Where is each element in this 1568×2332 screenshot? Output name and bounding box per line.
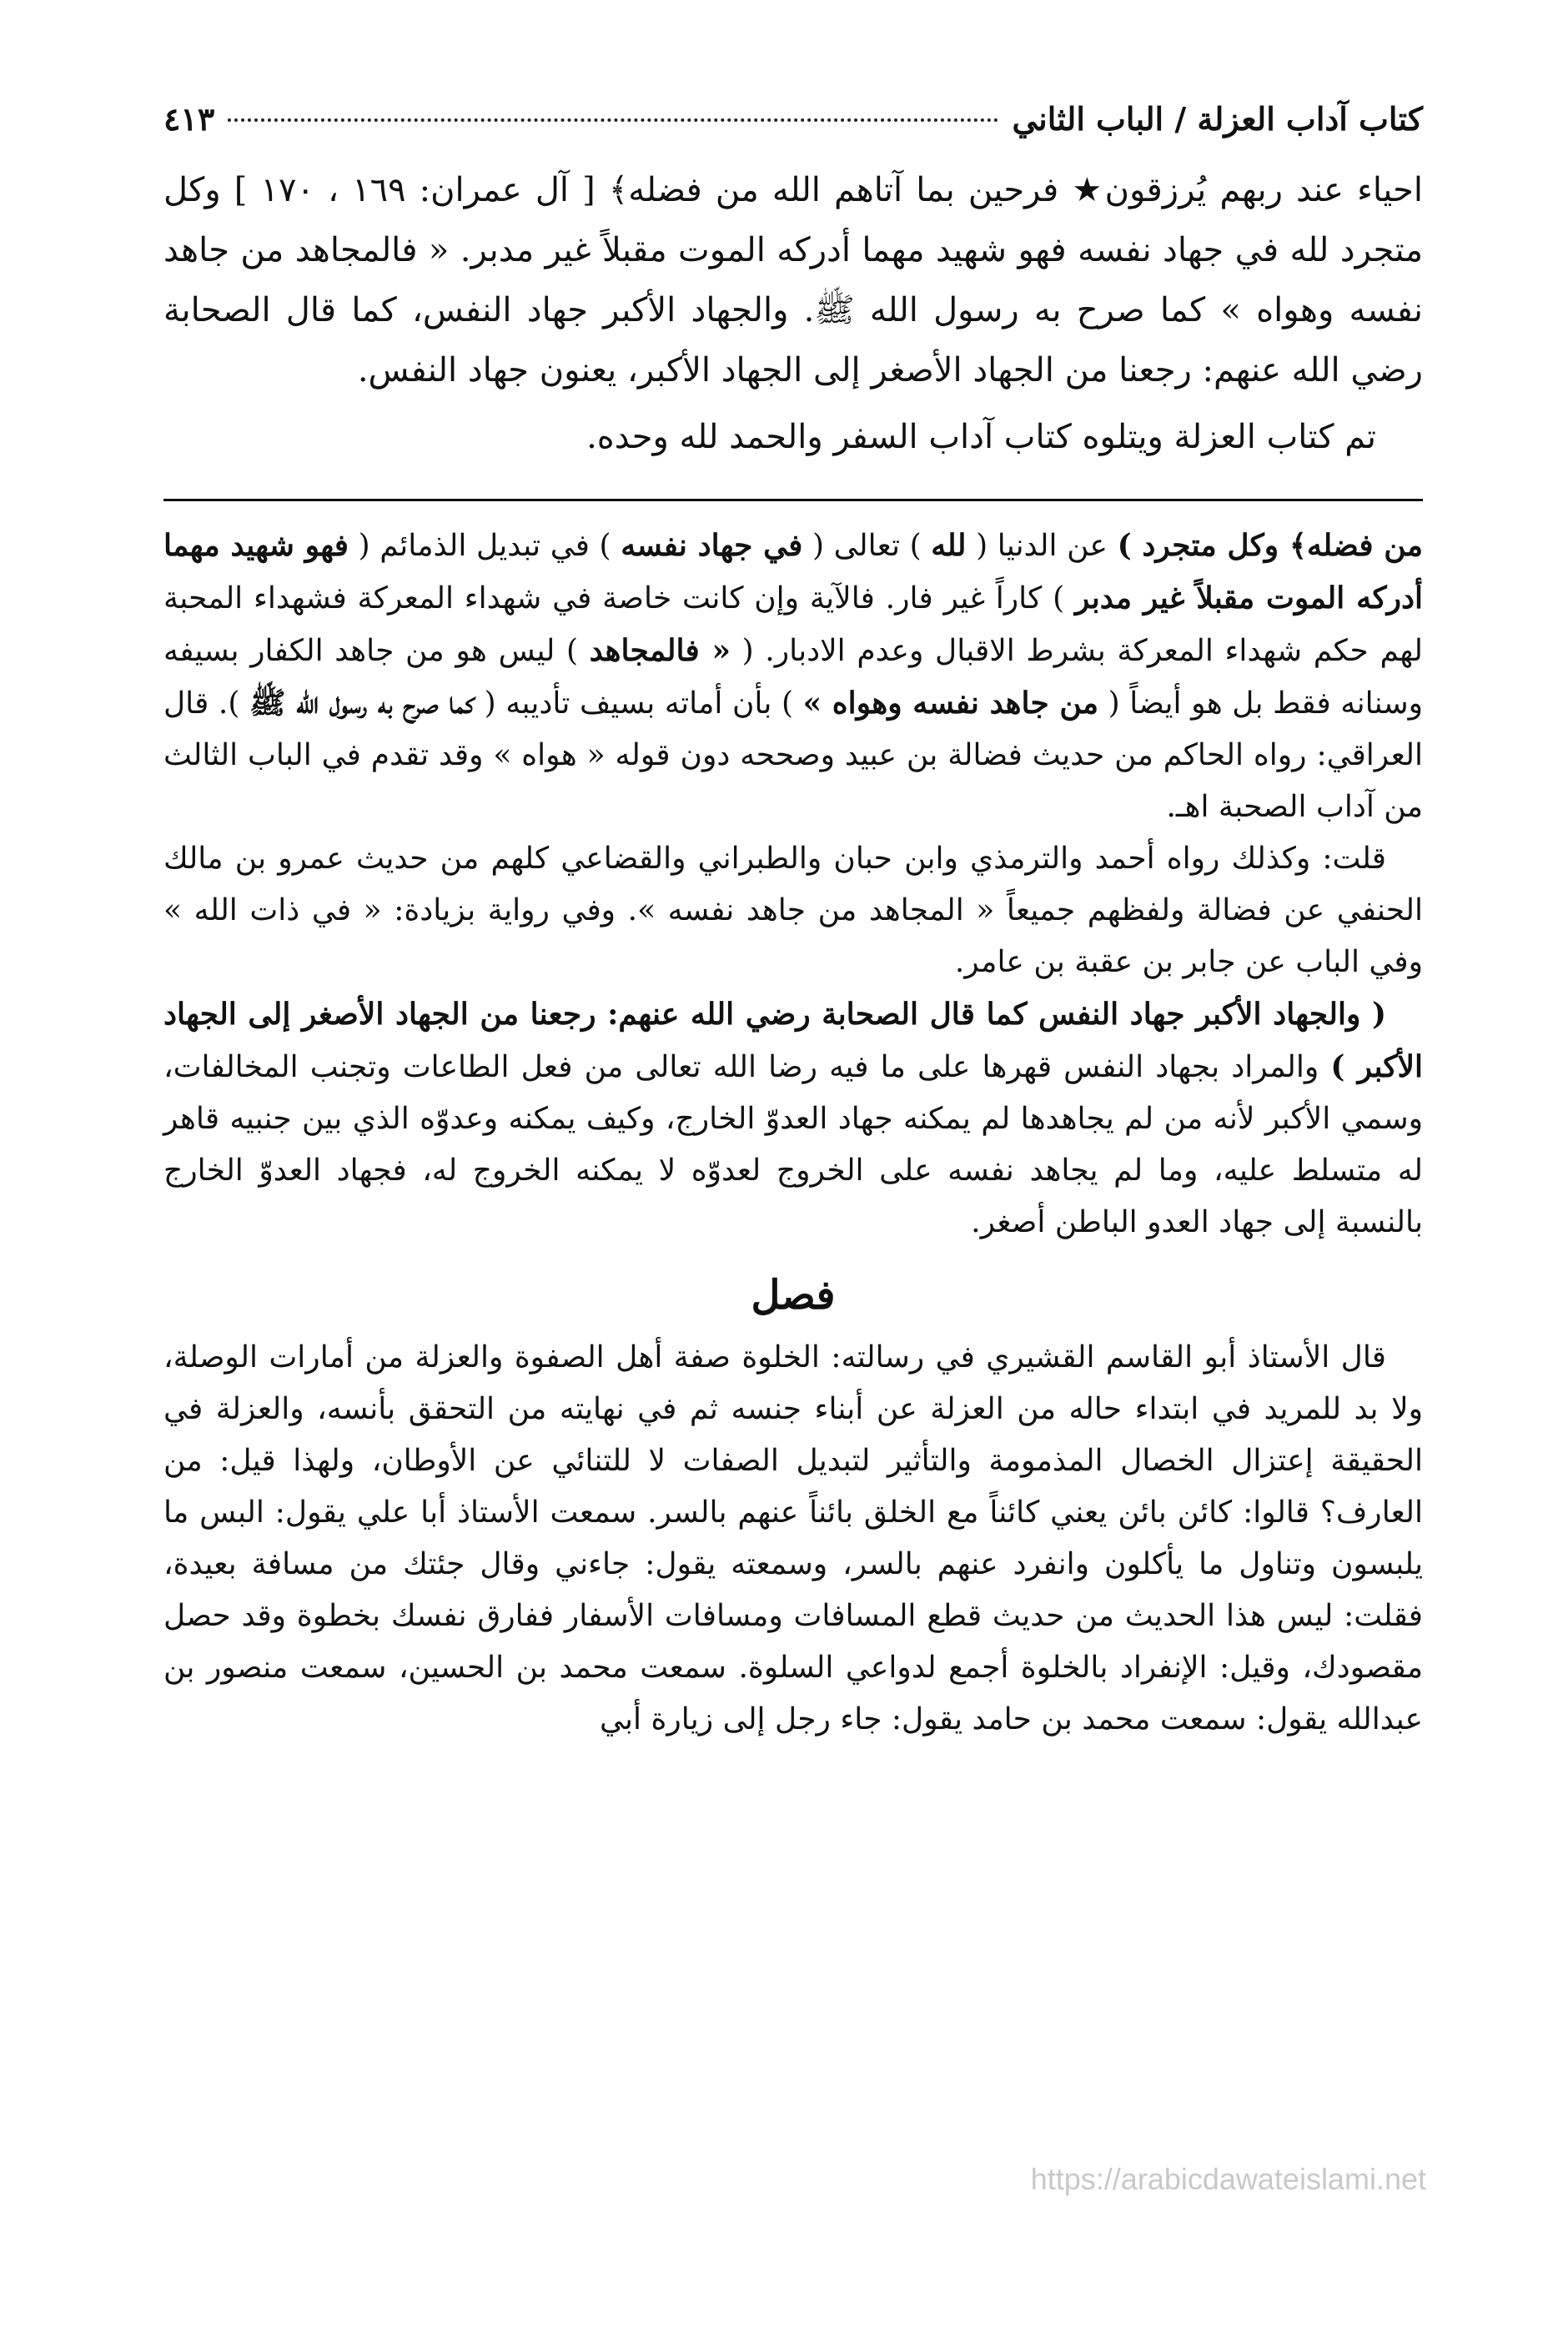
running-header bbox=[163, 100, 1423, 160]
main-text bbox=[163, 160, 1423, 467]
commentary-paragraph bbox=[163, 988, 1423, 1249]
commentary bbox=[163, 520, 1423, 1249]
commentary-gloss: ) كاراً غير فار. فالآية وإن كانت خاصة في شهداء المعركة فشهداء المحبة لهم حكم شهداء المعركة بشرط الاقبال وعدم الادبار. ( bbox=[163, 581, 1423, 668]
book-page bbox=[163, 100, 1423, 1746]
commentary-gloss: عن الدنيا ( bbox=[966, 529, 1118, 563]
chapter-closing-line: تم كتاب العزلة ويتلوه كتاب آداب السفر والحمد لله وحده. bbox=[586, 418, 1376, 456]
footnote-divider bbox=[163, 499, 1423, 501]
commentary-quote: ( والجهاد الأكبر جهاد النفس كما قال الصحابة رضي الله عنهم: رجعنا من الجهاد الأصغر إلى الجهاد الأكبر ) bbox=[163, 997, 1423, 1084]
section-paragraph: قال الأستاذ أبو القاسم القشيري في رسالته: الخلوة صفة أهل الصفوة والعزلة من أمارات الوصلة، ولا بد للمريد في ابتداء حاله من العزلة عن أبناء جنسه ثم في نهايته من التحقق بأنسه، والعزلة في الحقيقة إعتزال الخصال المذمومة والتأثير لتبديل الصفات لا للتنائي عن الأوطان، ولهذا قيل: من العارف؟ قالوا: كائن بائن يعني كائناً مع الخلق بائناً عنهم بالسر. سمعت الأستاذ أبا علي يقول: البس ما يلبسون وتناول ما يأكلون وانفرد عنهم بالسر، وسمعته يقول: جاءني وقال جئتك من مسافة بعيدة، فقلت: ليس هذا الحديث من حديث قطع المسافات ومسافات الأسفار ففارق نفسك بخطوة وقد حصل مقصودك، وقيل: الإنفراد بالخلوة أجمع لدواعي السلوة. سمعت محمد بن الحسين، سمعت منصور بن عبدالله يقول: سمعت محمد بن حامد يقول: جاء رجل إلى زيارة أبي bbox=[163, 1340, 1424, 1736]
commentary-quote: فهو شهيد مهما أدركه الموت مقبلاً غير مدبر bbox=[163, 528, 1424, 616]
page-number: ٤١٣ bbox=[163, 100, 215, 138]
commentary-paragraph bbox=[163, 520, 1423, 833]
commentary-paragraph: قلت: وكذلك رواه أحمد والترمذي وابن حبان والطبراني والقضاعي كلهم من حديث عمرو بن مالك الحنفي عن فضالة ولفظهم جميعاً « المجاهد من جاهد نفسه ». وفي رواية بزيادة: « في ذات الله » وفي الباب عن جابر بن عقبة بن عامر. bbox=[163, 842, 1423, 979]
header-dotted-leader bbox=[228, 118, 998, 122]
commentary-gloss: والمراد بجهاد النفس قهرها على ما فيه رضا الله تعالى من فعل الطاعات وتجنب المخالفات، وسمي الأكبر لأنه من لم يجاهدها لم يمكنه جهاد العدوّ الخارج، وكيف يمكنه وعدوّه الذي بين جنبيه قاهر له متسلط عليه، وما لم يجاهد نفسه على الخروج لعدوّه لا يمكنه الخروج له، فجهاد العدوّ الخارج بالنسبة إلى جهاد العدو الباطن أصغر. bbox=[163, 1050, 1423, 1239]
commentary-gloss: ) بأن أماته بسيف تأديبه ( bbox=[474, 686, 803, 721]
commentary-gloss: ). قال العراقي: رواه الحاكم من حديث فضالة بن عبيد وصححه دون قوله « هواه » وقد تقدم في الباب الثالث من آداب الصحبة اهـ. bbox=[163, 686, 1423, 824]
commentary-gloss: ) تعالى ( bbox=[802, 529, 932, 563]
commentary-quote: في جهاد نفسه bbox=[621, 528, 803, 563]
commentary-quote: من فضله﴾ وكل متجرد ) bbox=[1117, 528, 1423, 563]
main-paragraph: احياء عند ربهم يُرزقون★ فرحين بما آتاهم الله من فضله﴾ [ آل عمران: ١٦٩ ، ١٧٠ ] وكل متجرد لله في جهاد نفسه فهو شهيد مهما أدركه الموت مقبلاً غير مدبر. « فالمجاهد من جاهد نفسه وهواه » كما صرح به رسول الله ﷺ. والجهاد الأكبر جهاد النفس، كما قال الصحابة رضي الله عنهم: رجعنا من الجهاد الأصغر إلى الجهاد الأكبر، يعنون جهاد النفس. bbox=[163, 171, 1424, 390]
commentary-quote: من جاهد نفسه وهواه » bbox=[802, 686, 1099, 721]
watermark-url: https://arabicdawateislami.net bbox=[1030, 2162, 1426, 2196]
commentary-quote: كما صرح به رسول الله ﷺ bbox=[249, 686, 475, 721]
commentary-quote: « فالمجاهد bbox=[589, 633, 731, 668]
section-heading: فصل bbox=[751, 1272, 836, 1319]
commentary-gloss: ) ليس هو من جاهد الكفار بسيفه وسنانه فقط بل هو أيضاً ( bbox=[163, 634, 1424, 721]
chapter-title: كتاب آداب العزلة / الباب الثاني bbox=[1012, 100, 1423, 138]
commentary-quote: لله bbox=[931, 528, 967, 563]
commentary-gloss: ) في تبديل الذمائم ( bbox=[349, 529, 621, 563]
section-body bbox=[163, 1332, 1423, 1746]
